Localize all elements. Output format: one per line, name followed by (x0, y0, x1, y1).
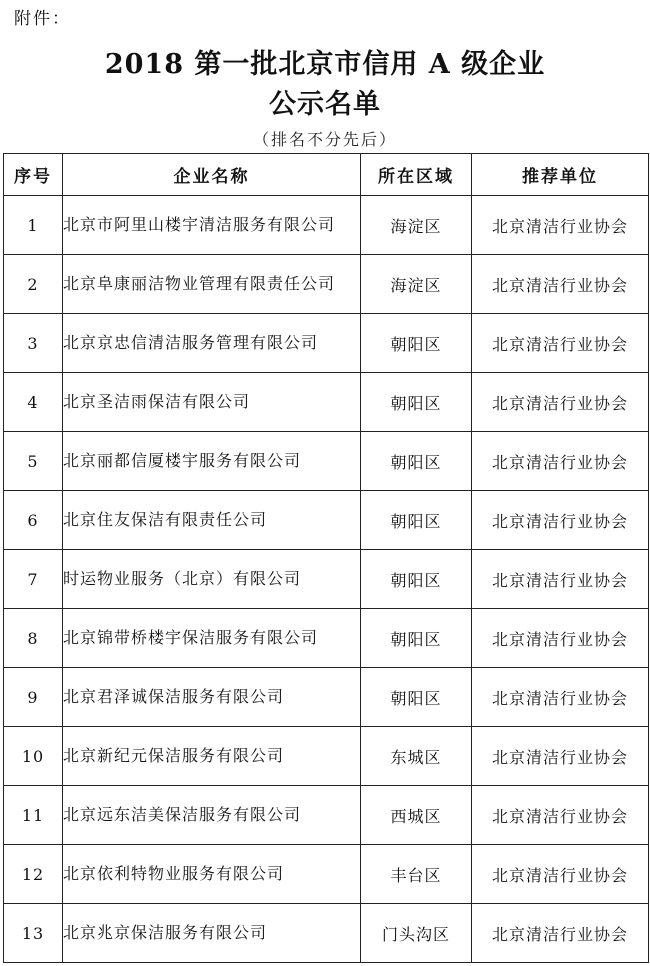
header-company-name: 企业名称 (63, 154, 361, 196)
row-area: 海淀区 (361, 196, 472, 255)
table-row (4, 432, 649, 491)
row-index: 10 (4, 727, 63, 786)
row-company-name: 北京京忠信清洁服务管理有限公司 (63, 314, 361, 373)
row-recommender: 北京清洁行业协会 (472, 491, 649, 550)
row-index: 12 (4, 845, 63, 904)
table-row (4, 491, 649, 550)
row-index: 6 (4, 491, 63, 550)
row-area: 朝阳区 (361, 668, 472, 727)
header-recommender: 推荐单位 (472, 154, 649, 196)
row-area: 朝阳区 (361, 550, 472, 609)
row-area: 门头沟区 (361, 904, 472, 963)
row-company-name: 北京君泽诚保洁服务有限公司 (63, 668, 361, 727)
row-recommender: 北京清洁行业协会 (472, 432, 649, 491)
document-subtitle: （排名不分先后） (252, 130, 397, 149)
row-area: 朝阳区 (361, 432, 472, 491)
document-title: 2018 第一批北京市信用 A 级企业 (104, 49, 546, 80)
row-recommender: 北京清洁行业协会 (472, 314, 649, 373)
row-index: 3 (4, 314, 63, 373)
row-recommender: 北京清洁行业协会 (472, 904, 649, 963)
row-index: 11 (4, 786, 63, 845)
table-row (4, 845, 649, 904)
row-index: 7 (4, 550, 63, 609)
row-index: 13 (4, 904, 63, 963)
company-list-table (3, 153, 649, 963)
table-row (4, 609, 649, 668)
row-company-name: 北京锦带桥楼宇保洁服务有限公司 (63, 609, 361, 668)
header-index: 序号 (4, 154, 63, 196)
row-index: 8 (4, 609, 63, 668)
row-recommender: 北京清洁行业协会 (472, 373, 649, 432)
row-recommender: 北京清洁行业协会 (472, 550, 649, 609)
table-row (4, 786, 649, 845)
row-company-name: 北京丽都信厦楼宇服务有限公司 (63, 432, 361, 491)
row-recommender: 北京清洁行业协会 (472, 196, 649, 255)
document-title-line2: 公示名单 (269, 89, 381, 120)
row-index: 1 (4, 196, 63, 255)
table-row (4, 904, 649, 963)
row-company-name: 北京新纪元保洁服务有限公司 (63, 727, 361, 786)
table-body (4, 196, 649, 963)
row-recommender: 北京清洁行业协会 (472, 609, 649, 668)
row-company-name: 北京圣洁雨保洁有限公司 (63, 373, 361, 432)
row-company-name: 北京兆京保洁服务有限公司 (63, 904, 361, 963)
table-row (4, 196, 649, 255)
row-recommender: 北京清洁行业协会 (472, 727, 649, 786)
row-recommender: 北京清洁行业协会 (472, 786, 649, 845)
row-area: 东城区 (361, 727, 472, 786)
row-company-name: 北京远东洁美保洁服务有限公司 (63, 786, 361, 845)
row-area: 朝阳区 (361, 609, 472, 668)
row-company-name: 北京依利特物业服务有限公司 (63, 845, 361, 904)
table-row (4, 727, 649, 786)
table-row (4, 373, 649, 432)
row-recommender: 北京清洁行业协会 (472, 255, 649, 314)
table-row (4, 668, 649, 727)
row-company-name: 北京住友保洁有限责任公司 (63, 491, 361, 550)
row-index: 5 (4, 432, 63, 491)
row-area: 丰台区 (361, 845, 472, 904)
row-index: 2 (4, 255, 63, 314)
header-area: 所在区域 (361, 154, 472, 196)
row-area: 朝阳区 (361, 314, 472, 373)
row-index: 9 (4, 668, 63, 727)
row-area: 朝阳区 (361, 491, 472, 550)
table-row (4, 550, 649, 609)
table-row (4, 314, 649, 373)
row-company-name: 北京市阿里山楼宇清洁服务有限公司 (63, 196, 361, 255)
row-recommender: 北京清洁行业协会 (472, 668, 649, 727)
table-row (4, 255, 649, 314)
attachment-label: 附件： (14, 9, 71, 29)
row-area: 西城区 (361, 786, 472, 845)
row-company-name: 时运物业服务（北京）有限公司 (63, 550, 361, 609)
row-area: 海淀区 (361, 255, 472, 314)
row-company-name: 北京阜康丽洁物业管理有限责任公司 (63, 255, 361, 314)
table-header-row (4, 154, 649, 196)
row-area: 朝阳区 (361, 373, 472, 432)
row-index: 4 (4, 373, 63, 432)
row-recommender: 北京清洁行业协会 (472, 845, 649, 904)
